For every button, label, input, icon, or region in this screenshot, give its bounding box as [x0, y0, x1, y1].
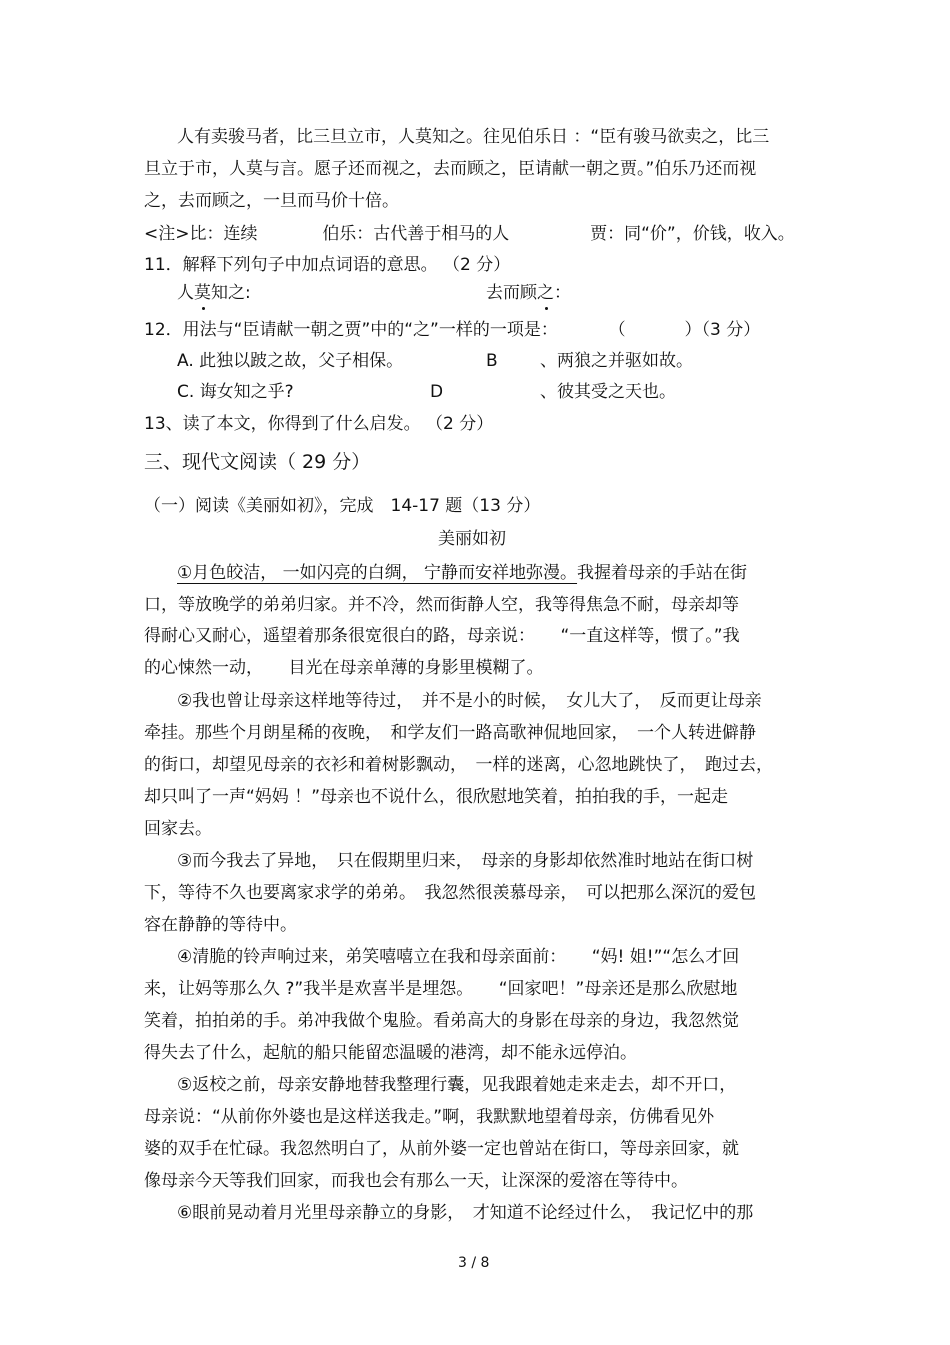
q11-item-1: 人莫知之: [177, 283, 251, 303]
passage-line-2: 旦立于市，人莫与言。愿子还而视之，去而顾之，臣请献一朝之贾。”伯乐乃还而视 [144, 159, 757, 179]
passage-line-1: 人有卖骏马者，比三旦立市，人莫知之。往见伯乐日 ：“臣有骏马欲卖之，比三 [177, 127, 770, 147]
note-line [144, 222, 795, 246]
article-p3-line-3: 容在静静的等待中。 [144, 915, 297, 935]
article-p5-line-1: ⑤返校之前，母亲安静地替我整理行囊，见我跟着她走来走去，却不开口， [177, 1075, 737, 1095]
q12-option-b-letter: B [486, 351, 498, 371]
note-jia: 贾：同“价”，价钱，收入。 [590, 224, 795, 244]
q12-answer-paren-open: （ [608, 320, 626, 340]
section-3-heading: 三、现代文阅读（ 29 分） [144, 451, 371, 473]
q12-option-a: A. 此独以跛之故，父子相保。 [177, 351, 404, 371]
article-p2-line-5: 回家去。 [144, 819, 212, 839]
q13-stem: 13、读了本文，你得到了什么启发。 （2 分） [144, 414, 494, 434]
q11-stem: 11．解释下列句子中加点词语的意思。 （2 分） [144, 255, 511, 275]
article-p4-line-3: 笑着，拍拍弟的手。弟冲我做个鬼脸。看弟高大的身影在母亲的身边，我忽然觉 [144, 1011, 739, 1031]
q12-option-d-text: 、彼其受之天也。 [540, 382, 676, 402]
q12-stem: 12．用法与“臣请献一朝之贾”中的“之”一样的一项是： （ ）（3 分） [144, 320, 761, 340]
q12-option-c: C. 诲女知之乎? [177, 382, 294, 402]
note-bole: 伯乐：古代善于相马的人 [322, 224, 510, 244]
q11-dotted-word-1: 莫 [194, 283, 211, 303]
q12-option-b-text: 、两狼之并驱如故。 [540, 351, 693, 371]
article-p5-line-2: 母亲说：“从前你外婆也是这样送我走。”啊，我默默地望着母亲，仿佛看见外 [144, 1107, 715, 1127]
article-p6-line-1: ⑥眼前晃动着月光里母亲静立的身影， 才知道不论经过什么， 我记忆中的那 [177, 1203, 754, 1223]
passage-line-3: 之，去而顾之，一旦而马价十倍。 [144, 191, 399, 211]
article-p2-line-1: ②我也曾让母亲这样地等待过， 并不是小的时候， 女儿大了， 反而更让母亲 [177, 691, 762, 711]
article-p1-line-2: 口，等放晚学的弟弟归家。并不冷，然而街静人空，我等得焦急不耐，母亲却等 [144, 595, 739, 615]
note-bi: <注>比：连续 [144, 224, 258, 244]
article-p5-line-4: 像母亲今天等我们回家，而我也会有那么一天，让深深的爱溶在等待中。 [144, 1171, 688, 1191]
article-p1-line-3: 得耐心又耐心，遥望着那条很宽很白的路，母亲说： “一直这样等，惯了。”我 [144, 626, 740, 646]
part-1-intro: （一）阅读《美丽如初》，完成 14-17 题（13 分） [144, 496, 541, 516]
article-p1-line-4: 的心悚然一动， 目光在母亲单薄的身影里模糊了。 [144, 658, 544, 678]
article-p1-line-1: ①月色皎洁， 一如闪亮的白绸， 宁静而安祥地弥漫。我握着母亲的手站在街 [177, 563, 748, 583]
article-p4-line-4: 得失去了什么，起航的船只能留恋温暖的港湾，却不能永远停泊。 [144, 1043, 637, 1063]
underlined-sentence: ①月色皎洁， 一如闪亮的白绸， 宁静而安祥地弥漫。 [177, 563, 578, 583]
q12-answer-paren-close: ）（3 分） [684, 320, 761, 340]
page-number: 3 / 8 [458, 1255, 490, 1271]
article-p4-line-1: ④清脆的铃声响过来，弟笑嘻嘻立在我和母亲面前： “妈! 姐!”“怎么才回 [177, 947, 740, 967]
article-title: 美丽如初 [438, 529, 506, 549]
q11-item-2: 去而顾之： [486, 283, 571, 303]
article-p4-line-2: 来，让妈等那么久 ?”我半是欢喜半是埋怨。 “回家吧！”母亲还是那么欣慰地 [144, 979, 738, 999]
article-p2-line-4: 却只叫了一声“妈妈 ！”母亲也不说什么，很欣慰地笑着，拍拍我的手，一起走 [144, 787, 729, 807]
q11-dotted-word-2: 之 [537, 283, 554, 303]
article-p3-line-2: 下，等待不久也要离家求学的弟弟。 我忽然很羡慕母亲， 可以把那么深沉的爱包 [144, 883, 756, 903]
article-p5-line-3: 婆的双手在忙碌。我忽然明白了，从前外婆一定也曾站在街口，等母亲回家，就 [144, 1139, 739, 1159]
article-p2-line-2: 牵挂。那些个月朗星稀的夜晚， 和学友们一路高歌神侃地回家， 一个人转进僻静 [144, 723, 756, 743]
q12-option-d-letter: D [430, 382, 444, 402]
article-p2-line-3: 的街口，却望见母亲的衣衫和着树影飘动， 一样的迷离，心忽地跳快了， 跑过去， [144, 755, 773, 775]
article-p3-line-1: ③而今我去了异地， 只在假期里归来， 母亲的身影却依然准时地站在街口树 [177, 851, 754, 871]
